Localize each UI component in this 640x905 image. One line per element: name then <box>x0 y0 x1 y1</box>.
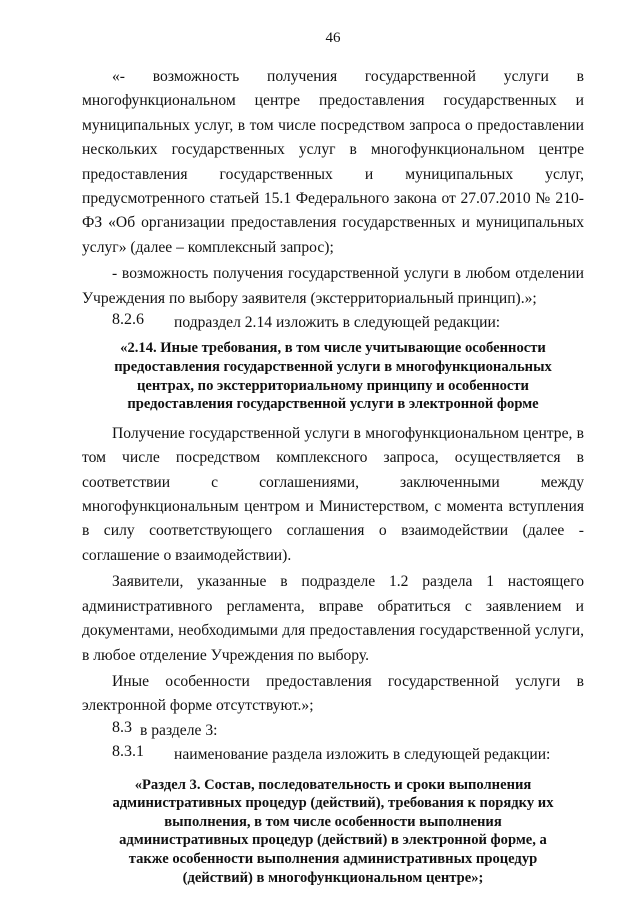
item-number: 8.2.6 <box>112 311 144 329</box>
paragraph-mfc-receipt: Получение государственной услуги в многофункциональном центре, в том числе посредством комплексного запроса, осуществляется в соответствии с соглашениями, заключенными между многофункциональным центром и Министерством, с момента вступления в силу соответствующего соглашения о взаимодействии (далее - соглашение о взаимодействии). <box>82 424 584 564</box>
item-8-2-6 <box>82 311 584 335</box>
item-number: 8.3 <box>112 718 132 736</box>
paragraph-extraterritorial: - возможность получения государственной услуги в любом отделении Учреждения по выбору заявителя (экстерриториальный принцип).»; <box>82 265 584 307</box>
item-number: 8.3.1 <box>112 743 144 761</box>
page-number: 46 <box>325 30 341 46</box>
section-heading-3: «Раздел 3. Состав, последовательность и сроки выполнения административных процедур (действий), требования к порядку их выполнения, в том числе особенности выполнения административных процедур (действий) в электронной форме, а также особенности выполнения административных процедур (действий) в многофункциональном центре»; <box>112 776 554 886</box>
paragraph-other-features: Иные особенности предоставления государственной услуги в электронной форме отсутствуют.»; <box>82 672 584 715</box>
paragraph-applicants: Заявители, указанные в подразделе 1.2 раздела 1 настоящего административного регламента, вправе обратиться с заявлением и документами, необходимыми для предоставления государственной услуги, в любое отделение Учреждения по выбору. <box>82 573 584 664</box>
item-text: в разделе 3: <box>140 721 218 739</box>
item-8-3-1 <box>82 743 584 767</box>
paragraph-mfc-possibility: «- возможность получения государственной услуги в многофункциональном центре предоставления государственных и муниципальных услуг, в том числе посредством запроса о предоставлении нескольких государственных услуг в многофункциональном центре предоставления государственных и муниципальных услуг, предусмотренного статьей 15.1 Федерального закона от 27.07.2010 № 210-ФЗ «Об организации предоставления государственных и муниципальных услуг» (далее – комплексный запрос); <box>82 68 584 256</box>
item-8-3 <box>82 719 584 743</box>
item-text: наименование раздела изложить в следующей редакции: <box>174 746 551 764</box>
section-heading-2-14: «2.14. Иные требования, в том числе учитывающие особенности предоставления государственной услуги в многофункциональных центрах, по экстерриториальному принципу и особенности предоставления государственной услуги в электронной форме <box>114 340 552 413</box>
item-text: подраздел 2.14 изложить в следующей редакции: <box>174 314 501 332</box>
